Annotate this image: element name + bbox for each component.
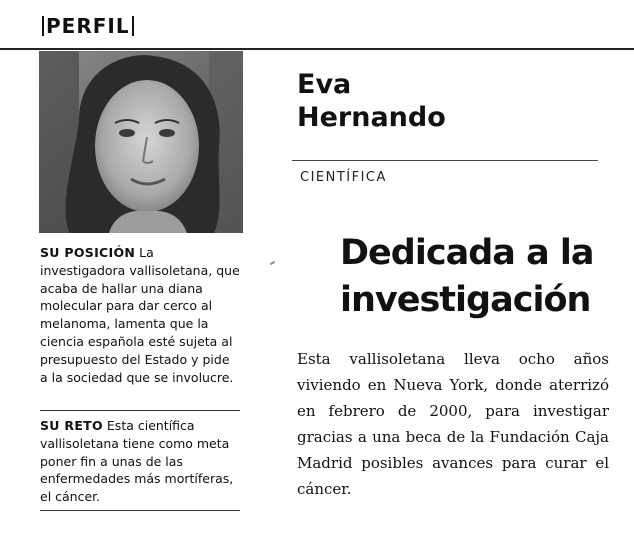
section-divider-left — [42, 16, 44, 36]
profile-name — [297, 68, 446, 134]
portrait-illustration — [39, 51, 243, 233]
profile-first-name: Eva — [297, 69, 352, 100]
position-label: SU POSICIÓN — [40, 245, 136, 260]
headline-line-1: Dedicada a la — [340, 233, 594, 273]
headline-line-2: investigación — [340, 280, 591, 320]
portrait-photo — [39, 51, 243, 233]
print-speck — [270, 261, 275, 265]
body-paragraph: Esta vallisoletana lleva ocho años viviendo en Nueva York, donde aterrizó en febrero de 2000, para investigar gracias a una beca de la Fundación Caja Madrid posibles avances para curar el cáncer. — [297, 350, 609, 498]
sidebar-position — [40, 244, 240, 386]
profile-role: CIENTÍFICA — [300, 170, 387, 185]
name-divider — [292, 160, 598, 161]
sidebar-bottom-rule — [40, 510, 240, 511]
section-label — [40, 14, 136, 38]
sidebar-divider — [40, 410, 240, 411]
header-rule — [0, 48, 634, 50]
section-label-text: PERFIL — [46, 14, 130, 38]
challenge-text: Esta científica vallisoletana tiene como meta poner fin a unas de las enfermedades más mortíferas, el cáncer. — [40, 418, 234, 505]
sidebar-challenge — [40, 417, 240, 506]
section-divider-right — [132, 16, 134, 36]
challenge-label: SU RETO — [40, 418, 103, 433]
profile-last-name: Hernando — [297, 102, 446, 133]
headline — [340, 230, 600, 324]
position-text: La investigadora vallisoletana, que acaba de hallar una diana molecular para dar cerco al melanoma, lamenta que la ciencia española esté sujeta al presupuesto del Estado y pide a la sociedad que se involucre. — [40, 245, 240, 385]
